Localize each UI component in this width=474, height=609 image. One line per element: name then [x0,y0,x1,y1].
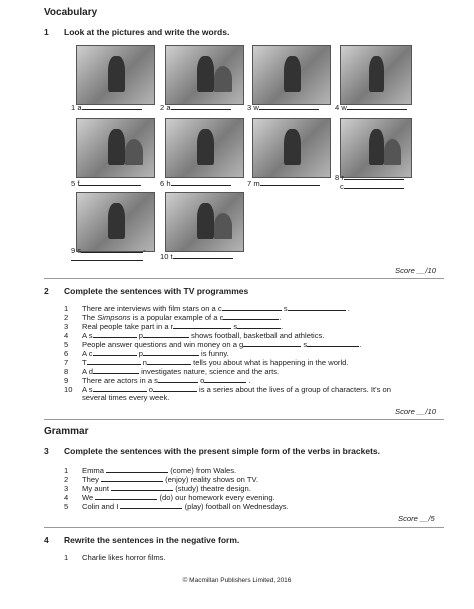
item-9-second-line [71,253,143,263]
exercise-2-title: Complete the sentences with TV programmes [64,286,249,296]
picture-6-horror [165,118,244,178]
picture-9-science-fiction [76,192,155,252]
exercise-2-number: 2 [44,286,49,296]
ex3-row-3: 3 My aunt (study) theatre design. [64,484,251,493]
ex2-score: Score __/10 [395,407,436,416]
ex3-row-1: 1 Emma (come) from Wales. [64,466,237,475]
item-8-second-line: c [340,181,404,191]
item-4: 4 w [335,102,407,112]
ex2-row-4: 4 A s p shows football, basketball and athletics. [64,331,325,340]
exercise-3-title: Complete the sentences with the present simple form of the verbs in brackets. [64,446,380,456]
item-5: 5 f [71,178,141,188]
item-10: 10 t [160,251,233,261]
item-8: 8 r [335,172,404,182]
ex2-row-1: 1 There are interviews with film stars on a c s . [64,304,350,313]
item-7: 7 m [247,178,320,188]
picture-1-action [76,45,155,105]
ex2-row-2: 2 The Simpsons is a popular example of a c . [64,313,282,322]
divider [44,419,444,420]
ex2-row-10-continued: several times every week. [82,393,170,402]
section-heading-vocabulary: Vocabulary [44,7,98,18]
section-heading-grammar: Grammar [44,426,89,437]
picture-4-western [340,45,412,105]
item-9: 9 s - [71,246,146,255]
ex3-score: Score __/5 [398,514,435,523]
ex2-row-10: 10 A s o is a series about the lives of a group of characters. It’s on [64,385,391,394]
ex2-row-7: 7 T n tells you about what is happening in the world. [64,358,349,367]
picture-5-fantasy [76,118,155,178]
ex2-row-5: 5 People answer questions and win money on a g s . [64,340,362,349]
exercise-1-number: 1 [44,27,49,37]
item-3: 3 w [247,102,319,112]
picture-7-musical [252,118,331,178]
divider [44,527,444,528]
divider [44,278,444,279]
item-2: 2 a [160,102,231,112]
picture-2-adventure [165,45,244,105]
picture-8-romantic-comedy [340,118,412,178]
ex2-row-8: 8 A d investigates nature, science and the arts. [64,367,280,376]
vocab-score: Score __/10 [395,266,436,275]
ex2-row-6: 6 A c p is funny. [64,349,229,358]
ex3-row-2: 2 They (enjoy) reality shows on TV. [64,475,258,484]
exercise-4-title: Rewrite the sentences in the negative form. [64,535,240,545]
picture-10-thriller [165,192,244,252]
ex2-row-9: 9 There are actors in a s o . [64,376,251,385]
ex3-row-4: 4 We (do) our homework every evening. [64,493,275,502]
item-1: 1 a [71,102,142,112]
exercise-3-number: 3 [44,446,49,456]
ex3-row-5: 5 Colin and I (play) football on Wednesdays. [64,502,289,511]
picture-3-war [252,45,331,105]
exercise-4-number: 4 [44,535,49,545]
exercise-1-title: Look at the pictures and write the words. [64,27,230,37]
ex4-row-1: 1 Charlie likes horror films. [64,553,166,562]
ex2-row-3: 3 Real people take part in a r s . [64,322,284,331]
copyright-footer: © Macmillan Publishers Limited, 2016 [182,577,292,584]
item-6: 6 h [160,178,231,188]
